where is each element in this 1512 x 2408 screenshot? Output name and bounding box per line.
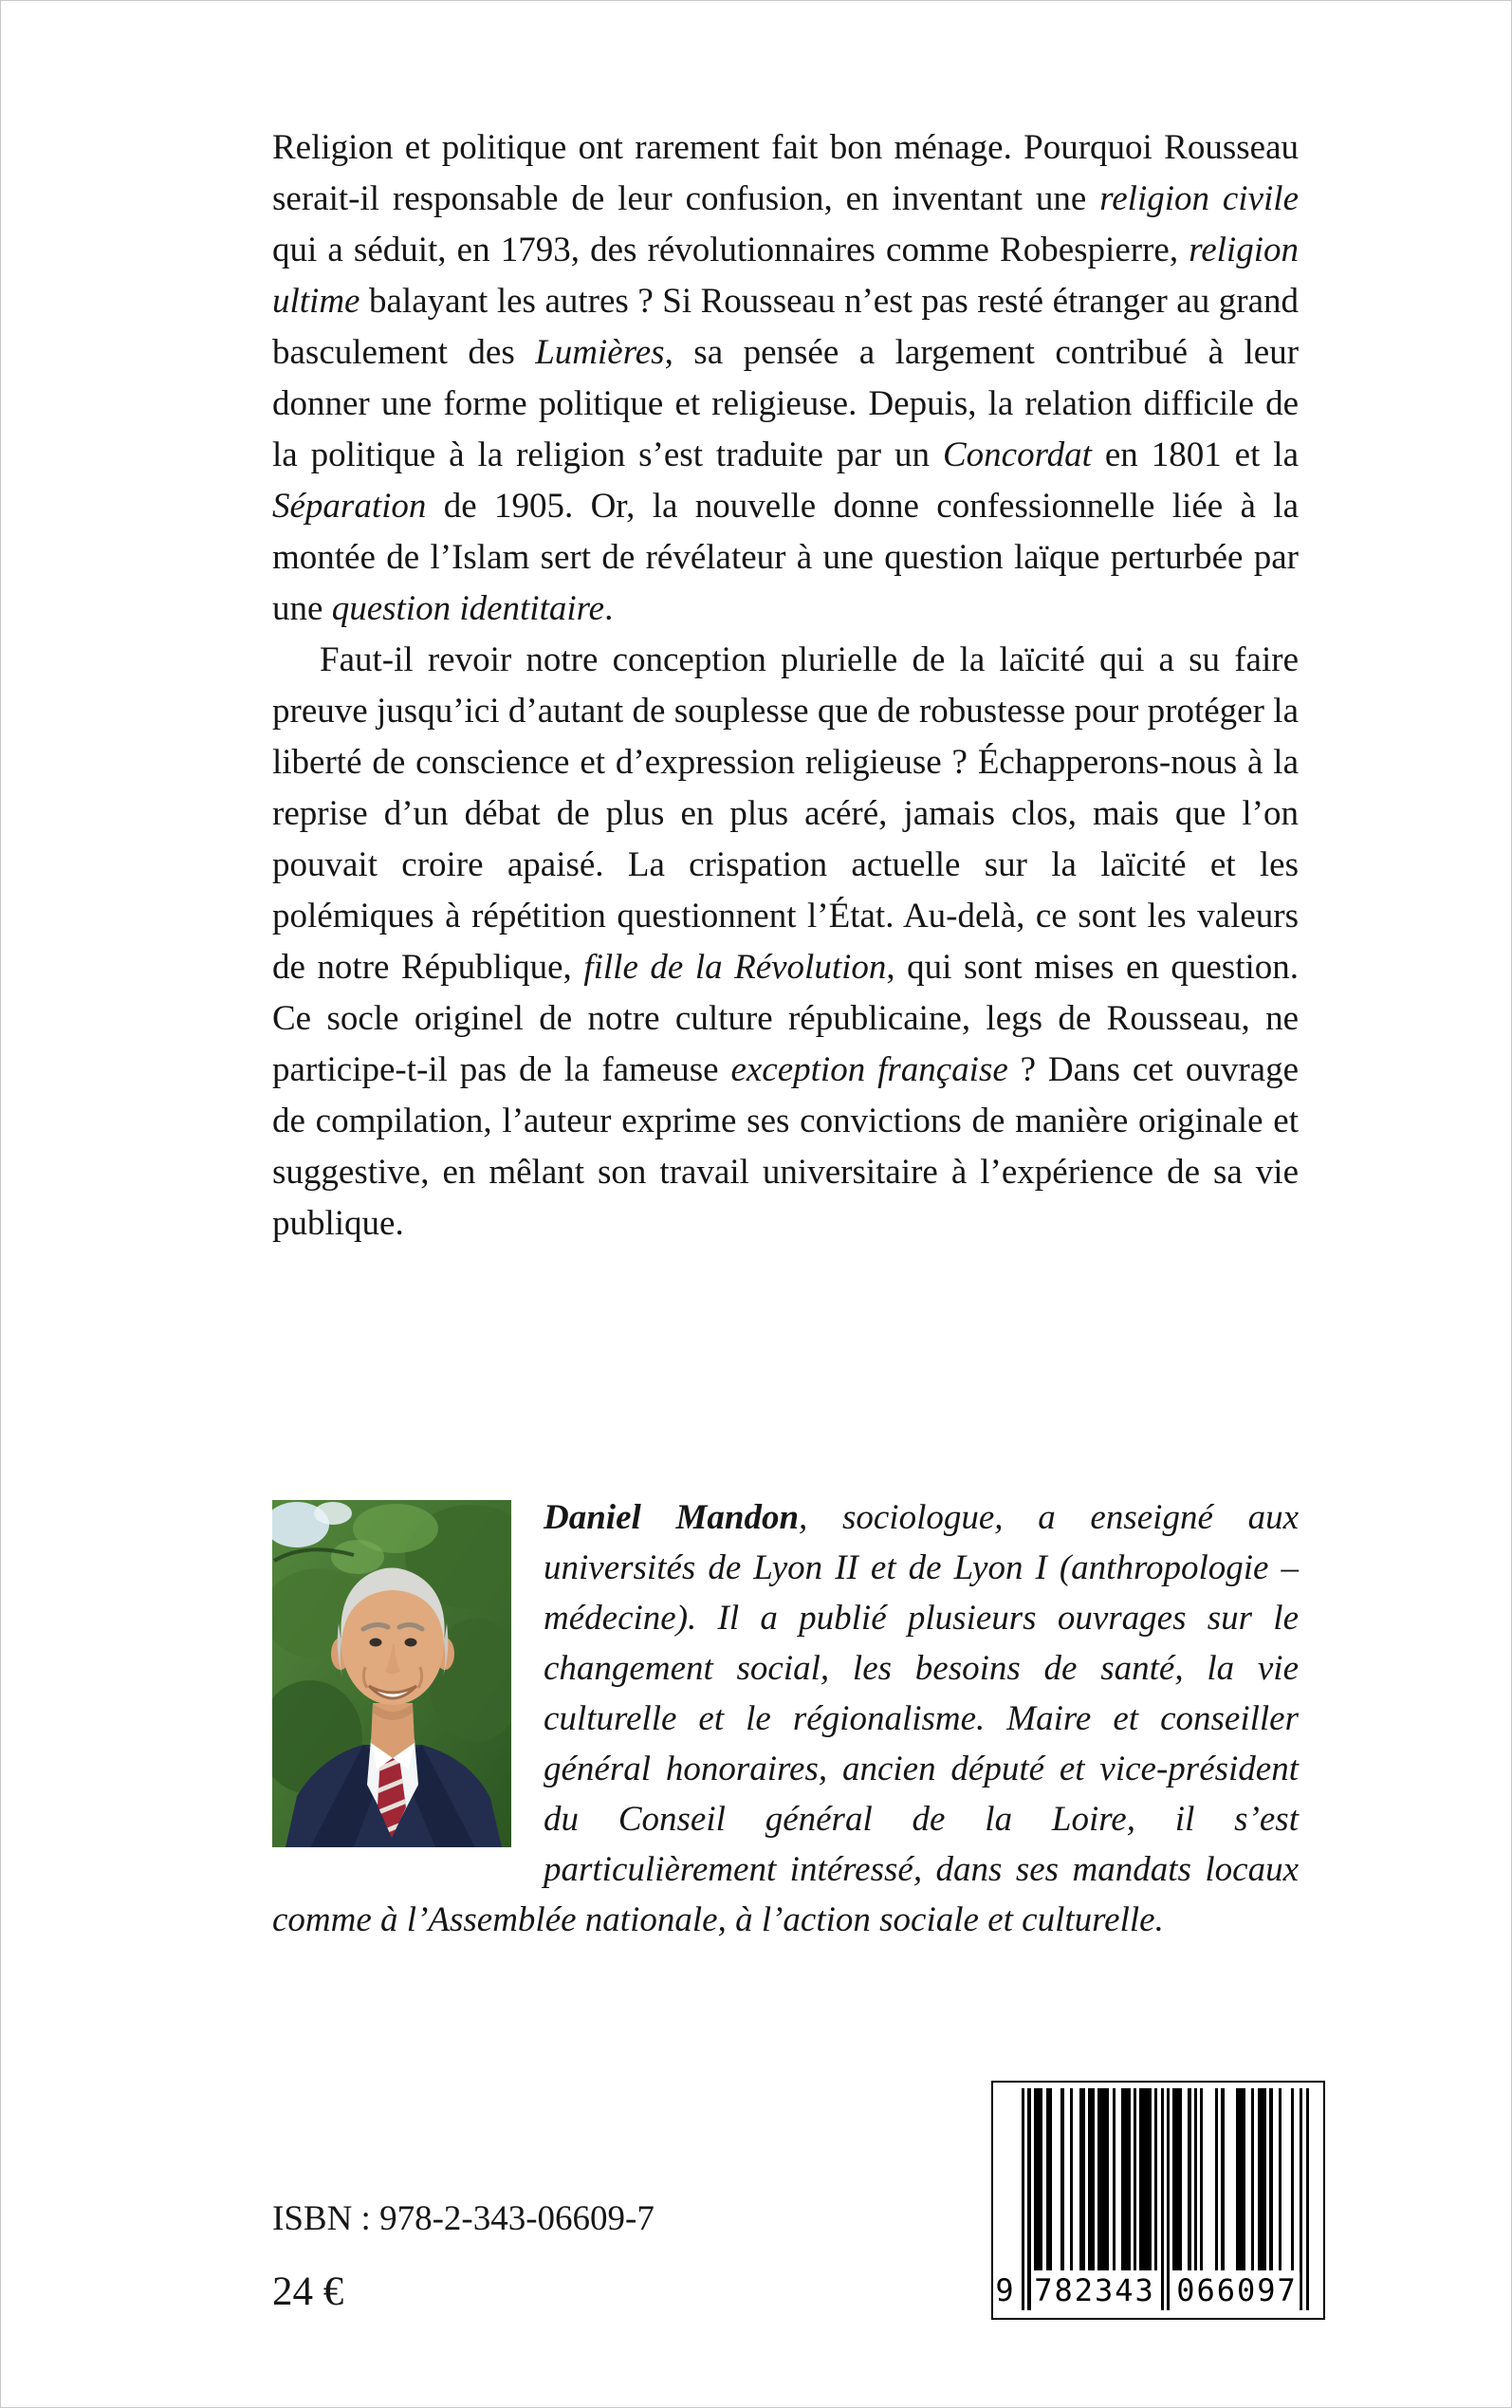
synopsis-paragraph — [272, 635, 1299, 1250]
synopsis — [272, 122, 1299, 1250]
barcode-bar — [1306, 2088, 1309, 2310]
text-segment: Séparation — [272, 487, 427, 526]
text-segment: religion ultime — [272, 231, 1299, 321]
text-segment: Faut-il revoir notre conception plurielle de la laïcité qui a su faire preuve jusqu’ici d’autant de souplesse que de robustesse pour protéger la liberté de conscience et d’expression religieuse ? Échapperons-nous à la reprise d’un débat de plus en plus acéré, jamais clos, mais que l’on pouvait croire apaisé. La crispation actuelle sur la laïcité et les polémiques à répétition questionnent l’État. Au-delà, ce sont les valeurs de notre République, — [272, 640, 1299, 987]
barcode-digit-group: 066097 — [1176, 2272, 1298, 2308]
author-section — [272, 1492, 1299, 1945]
text-segment: . — [604, 589, 614, 628]
synopsis-paragraph — [272, 122, 1299, 635]
price-text: 24 € — [272, 2269, 344, 2314]
isbn-text: ISBN : 978-2-343-06609-7 — [272, 2199, 655, 2238]
text-segment: , sa pensée a largement contribué à leur donner une forme politique et religieuse. Depuis, la relation difficile de la politique à la religion s’est traduite par un — [272, 333, 1300, 474]
author-portrait-photo — [272, 1500, 511, 1847]
text-segment: Concordat — [942, 435, 1092, 474]
text-segment: Lumières — [535, 333, 665, 372]
text-segment: fille de la Révolution — [583, 948, 887, 987]
text-segment: , qui sont mises en question. Ce socle originel de notre culture républicaine, legs de Rousseau, ne participe-t-il pas de la fameuse — [272, 948, 1300, 1089]
barcode-digit-group: 9 — [995, 2272, 1016, 2308]
text-segment: en 1801 et la — [1091, 435, 1299, 474]
text-segment: religion civile — [1099, 179, 1299, 218]
text-segment: exception française — [730, 1050, 1008, 1089]
text-segment: question identitaire — [331, 589, 605, 628]
text-segment: Daniel Mandon — [544, 1498, 800, 1537]
text-segment: qui a séduit, en 1793, des révolutionnaires comme Robespierre, — [272, 231, 1189, 269]
author-portrait-illustration — [272, 1500, 511, 1847]
text-segment: de 1905. Or, la nouvelle donne confessionnelle liée à la montée de l’Islam sert de révélateur à une question laïque perturbée par une — [272, 487, 1299, 628]
text-segment: , sociologue, a enseigné aux universités de Lyon II et de Lyon I (anthropologie – médecine). Il a publié plusieurs ouvrages sur le changement social, les besoins de santé, la vie culturelle et le régionalisme. Maire et conseiller général honoraires, ancien député et vice-président du Conseil général de la Loire, il s’est particulièrement intéressé, dans ses mandats locaux comme à l’Assemblée nationale, à l’action sociale et culturelle. — [272, 1498, 1299, 1939]
barcode-digit-group: 782343 — [1034, 2272, 1155, 2308]
text-segment: balayant les autres ? Si Rousseau n’est pas resté étranger au grand basculement des — [272, 282, 1299, 372]
text-segment: ? Dans cet ouvrage de compilation, l’auteur exprime ses convictions de manière originale et suggestive, en mêlant son travail universitaire à l’expérience de sa vie publique. — [272, 1050, 1299, 1243]
text-segment: Religion et politique ont rarement fait bon ménage. Pourquoi Rousseau serait-il responsable de leur confusion, en inventant une — [272, 128, 1299, 218]
barcode — [991, 2081, 1325, 2320]
